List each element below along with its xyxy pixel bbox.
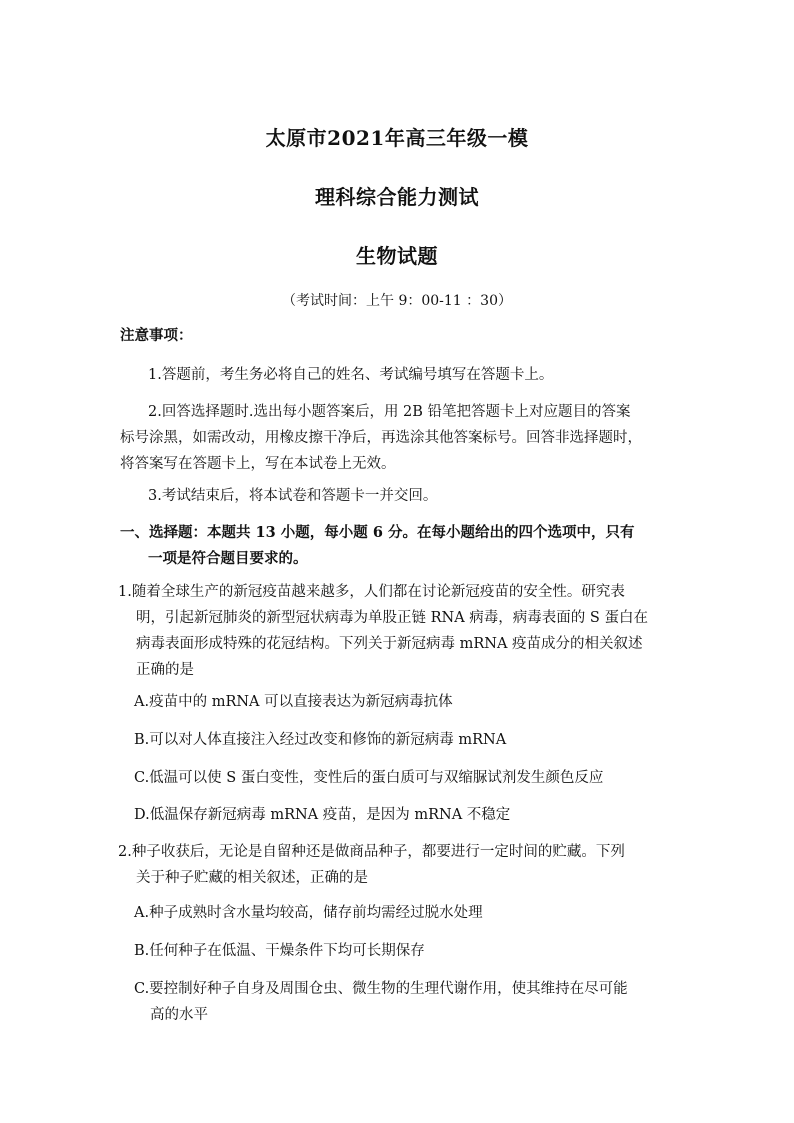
question-2-stem	[118, 842, 698, 888]
notice-heading: 注意事项：	[120, 327, 193, 344]
notice-item-2-line: 将答案写在答题卡上，写在本试卷上无效。	[120, 456, 396, 472]
notice-item-2	[120, 402, 680, 474]
notice-item-1: 1.答题前，考生务必将自己的姓名、考试编号填写在答题卡上。	[148, 367, 554, 383]
question-1-stem	[118, 582, 698, 680]
question-1-line: 1.随着全球生产的新冠疫苗越来越多，人们都在讨论新冠疫苗的安全性。研究表	[118, 584, 625, 600]
question-1-option-b: B.可以对人体直接注入经过改变和修饰的新冠病毒 mRNA	[134, 732, 507, 748]
exam-subtitle: 理科综合能力测试	[315, 185, 479, 209]
question-2-option-a: A.种子成熟时含水量均较高，储存前均需经过脱水处理	[134, 905, 483, 921]
exam-title: 太原市2021年高三年级一模	[265, 126, 529, 150]
notice-item-3: 3.考试结束后，将本试卷和答题卡一并交回。	[148, 488, 438, 504]
subject-title: 生物试题	[356, 244, 438, 268]
question-2-option-b: B.任何种子在低温、干燥条件下均可长期保存	[134, 943, 425, 959]
question-1-option-c: C.低温可以使 S 蛋白变性，变性后的蛋白质可与双缩脲试剂发生颜色反应	[134, 770, 604, 786]
question-1-option-a: A.疫苗中的 mRNA 可以直接表达为新冠病毒抗体	[134, 694, 453, 710]
question-1-line: 明，引起新冠肺炎的新型冠状病毒为单股正链 RNA 病毒，病毒表面的 S 蛋白在	[136, 610, 648, 626]
question-2-line: 关于种子贮藏的相关叙述，正确的是	[136, 870, 368, 886]
notice-item-2-line: 标号涂黑，如需改动，用橡皮擦干净后，再选涂其他答案标号。回答非选择题时，	[120, 430, 642, 446]
section-heading-line: 一项是符合题目要求的。	[148, 550, 308, 567]
notice-item-2-line: 2.回答选择题时.选出每小题答案后，用 2B 铅笔把答题卡上对应题目的答案	[148, 404, 631, 420]
section-heading-line: 一、选择题：本题共 13 小题，每小题 6 分。在每小题给出的四个选项中，只有	[120, 524, 635, 541]
question-1-line: 正确的是	[136, 662, 194, 678]
question-2-option-c-line: C.要控制好种子自身及周围仓虫、微生物的生理代谢作用，使其维持在尽可能	[134, 981, 628, 997]
question-1-option-d: D.低温保存新冠病毒 mRNA 疫苗，是因为 mRNA 不稳定	[134, 807, 511, 823]
question-2-option-c	[134, 979, 694, 1025]
question-2-option-c-line: 高的水平	[150, 1007, 208, 1023]
question-1-line: 病毒表面形成特殊的花冠结构。下列关于新冠病毒 mRNA 疫苗成分的相关叙述	[136, 636, 643, 652]
question-2-line: 2.种子收获后，无论是自留种还是做商品种子，都要进行一定时间的贮藏。下列	[118, 844, 625, 860]
exam-time: （考试时间：上午 9：00-11 ：30）	[282, 293, 512, 309]
section-heading	[120, 523, 700, 569]
